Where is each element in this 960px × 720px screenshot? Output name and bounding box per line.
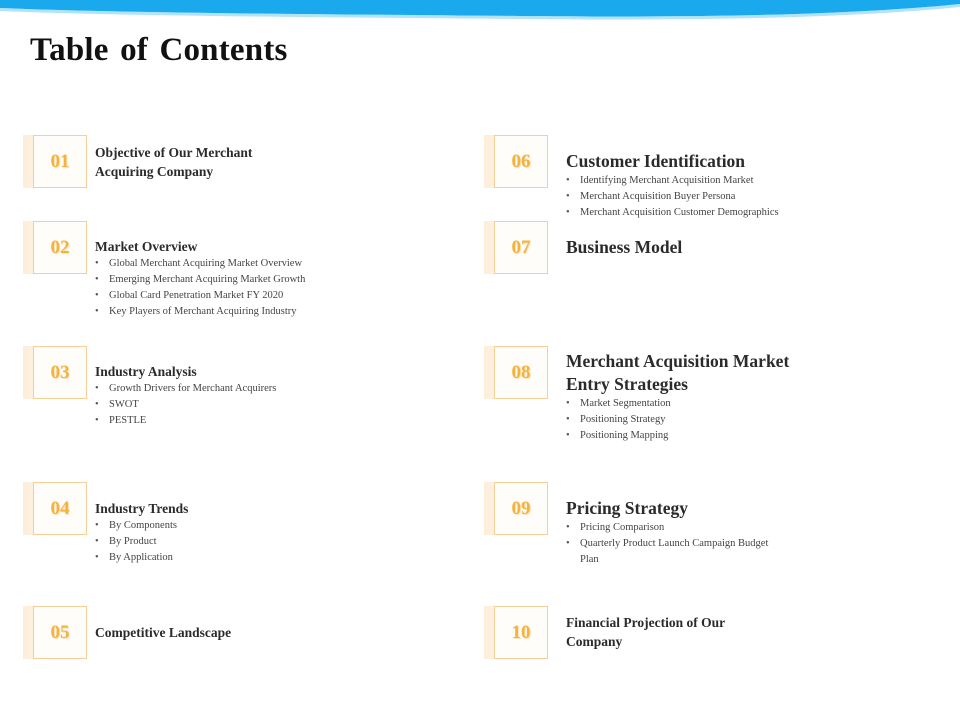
number-box bbox=[23, 135, 87, 188]
entry-number: 10 bbox=[511, 621, 531, 643]
entry-title: Industry Trends bbox=[95, 501, 189, 516]
bullet-item: • Positioning Strategy bbox=[566, 412, 816, 428]
toc-entry-08[interactable] bbox=[484, 346, 944, 456]
entry-number: 03 bbox=[50, 361, 70, 383]
toc-entry-02[interactable] bbox=[23, 221, 443, 331]
top-wave-decoration bbox=[0, 0, 960, 24]
entry-title: Business Model bbox=[566, 237, 683, 257]
entry-number: 09 bbox=[511, 497, 531, 519]
number-box bbox=[484, 482, 548, 535]
toc-entry-06[interactable] bbox=[484, 135, 944, 225]
entry-title: Pricing Strategy bbox=[566, 498, 688, 518]
bullet-item: • Growth Drivers for Merchant Acquirers bbox=[95, 381, 415, 397]
number-box bbox=[23, 221, 87, 274]
entry-bullets bbox=[566, 520, 781, 568]
entry-title: Industry Analysis bbox=[95, 364, 197, 379]
entry-title: Competitive Landscape bbox=[95, 625, 232, 640]
bullet-item: • Positioning Mapping bbox=[566, 428, 816, 444]
bullet-item: • SWOT bbox=[95, 397, 415, 413]
toc-entry-05[interactable] bbox=[23, 606, 443, 661]
bullet-item: • Key Players of Merchant Acquiring Industry bbox=[95, 304, 415, 320]
entry-title: Merchant Acquisition Market Entry Strategies bbox=[566, 351, 790, 394]
entry-bullets bbox=[566, 173, 936, 221]
number-box bbox=[484, 346, 548, 399]
entry-number: 02 bbox=[50, 236, 70, 258]
toc-entry-07[interactable] bbox=[484, 221, 944, 276]
entry-title: Customer Identification bbox=[566, 151, 746, 171]
toc-entry-01[interactable] bbox=[23, 135, 443, 195]
bullet-item: • Quarterly Product Launch Campaign Budget Plan bbox=[566, 536, 781, 568]
entry-number: 07 bbox=[511, 236, 531, 258]
bullet-item: • Emerging Merchant Acquiring Market Growth bbox=[95, 272, 415, 288]
toc-entry-10[interactable] bbox=[484, 606, 944, 661]
bullet-item: • Merchant Acquisition Buyer Persona bbox=[566, 189, 936, 205]
bullet-item: • Global Merchant Acquiring Market Overview bbox=[95, 256, 415, 272]
page-title: Table of Contents bbox=[30, 32, 288, 68]
entry-number: 08 bbox=[511, 361, 531, 383]
number-box bbox=[484, 221, 548, 274]
entry-bullets bbox=[95, 256, 415, 320]
bullet-item: • By Product bbox=[95, 534, 415, 550]
bullet-item: • Market Segmentation bbox=[566, 396, 816, 412]
number-box bbox=[23, 482, 87, 535]
toc-entry-04[interactable] bbox=[23, 482, 443, 572]
toc-entry-09[interactable] bbox=[484, 482, 944, 572]
bullet-item: • Global Card Penetration Market FY 2020 bbox=[95, 288, 415, 304]
bullet-item: • By Components bbox=[95, 518, 415, 534]
number-box bbox=[23, 606, 87, 659]
entry-title: Objective of Our Merchant Acquiring Company bbox=[95, 145, 253, 179]
entry-number: 05 bbox=[50, 621, 70, 643]
bullet-item: • Identifying Merchant Acquisition Market bbox=[566, 173, 936, 189]
bullet-item: • By Application bbox=[95, 550, 415, 566]
entry-bullets bbox=[95, 518, 415, 566]
entry-title: Financial Projection of Our Company bbox=[566, 615, 725, 649]
entry-number: 01 bbox=[50, 150, 70, 172]
number-box bbox=[23, 346, 87, 399]
entry-number: 06 bbox=[511, 150, 531, 172]
bullet-item: • Pricing Comparison bbox=[566, 520, 781, 536]
entry-bullets bbox=[95, 381, 415, 429]
bullet-item: • PESTLE bbox=[95, 413, 415, 429]
number-box bbox=[484, 606, 548, 659]
toc-entry-03[interactable] bbox=[23, 346, 443, 436]
bullet-item: • Merchant Acquisition Customer Demographics bbox=[566, 205, 936, 221]
entry-bullets bbox=[566, 396, 816, 444]
entry-title: Market Overview bbox=[95, 239, 198, 254]
entry-number: 04 bbox=[50, 497, 70, 519]
number-box bbox=[484, 135, 548, 188]
